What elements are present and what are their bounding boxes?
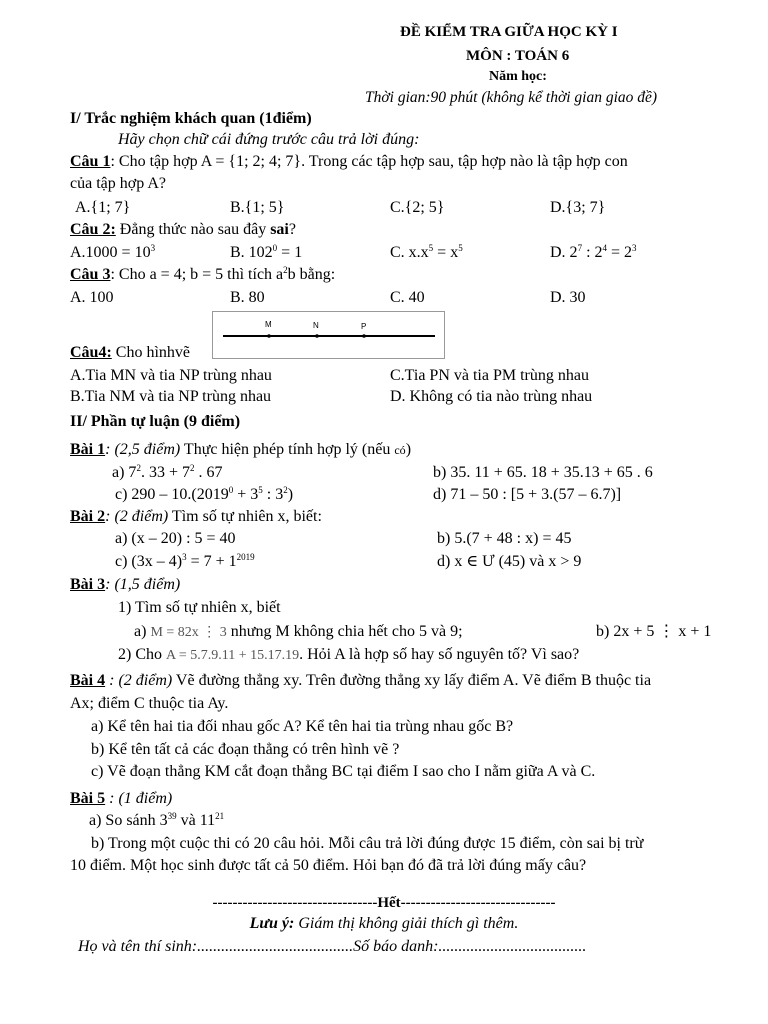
ray-figure <box>212 311 445 359</box>
label-m: M <box>265 320 272 329</box>
bai3-p1: 1) Tìm số tự nhiên x, biết <box>118 599 281 616</box>
bai5-label: Bài 5 <box>70 790 106 807</box>
bai1-a-text: a) 7 <box>112 464 137 481</box>
bai2-points: : (2 điểm) <box>105 508 169 525</box>
bai5-a-s2: 21 <box>215 811 225 821</box>
q2-option-b <box>230 243 302 263</box>
bai3-b: b) 2x + 5 ⋮ x + 1 <box>596 623 712 640</box>
label-n: N <box>313 321 319 330</box>
bai4-label: Bài 4 <box>70 672 106 689</box>
bai1-b: b) 35. 11 + 65. 18 + 35.13 + 65 . 6 <box>433 464 653 481</box>
q2-d-mid2: = 2 <box>607 244 633 261</box>
bai4-line2: Ax; điểm C thuộc tia Ay. <box>70 695 229 712</box>
point-m <box>267 334 271 338</box>
bai3-a <box>134 622 463 643</box>
bai5-a-text: a) So sánh <box>89 812 160 829</box>
bai5-b2: 10 điểm. Một học sinh được tất cả 50 điểm. Hỏi bạn đó đã trả lời đúng mấy câu? <box>70 857 587 874</box>
q3-text: : Cho a = 4; b = 5 thì tích a <box>110 266 284 283</box>
bai3-line <box>70 575 180 595</box>
bai2-d: d) x ∈ Ư (45) và x > 9 <box>437 553 582 570</box>
bai5-points: : (1 điểm) <box>105 790 173 807</box>
note <box>0 914 768 934</box>
bai2-c-text: c) (3x – 4) <box>115 553 183 570</box>
q4-line <box>70 343 190 363</box>
bai5-a-b1: 3 <box>159 812 168 829</box>
q1-option-c: C.{2; 5} <box>390 199 445 216</box>
q3-option-b: B. 80 <box>230 289 265 306</box>
q3-text-post: b bằng: <box>287 266 336 283</box>
point-n <box>315 334 319 338</box>
bai1-c-post: ) <box>287 486 294 503</box>
bai2-line <box>70 507 322 527</box>
q1-line2: của tập hợp A? <box>70 175 166 192</box>
bai1-c-mid2: : 3 <box>262 486 284 503</box>
label-p: P <box>361 322 367 331</box>
bai3-a-post: nhưng M không chia hết cho 5 và 9; <box>226 623 463 640</box>
bai3-a-text: a) <box>134 623 151 640</box>
q1-label: Câu 1 <box>70 153 111 170</box>
bai1-a-s2: 2 <box>189 463 195 473</box>
bai5-a-s1: 39 <box>167 811 177 821</box>
bai4-a: a) Kể tên hai tia đối nhau gốc A? Kể tên hai tia trùng nhau gốc B? <box>91 718 514 735</box>
q4-label: Câu4: <box>70 344 112 361</box>
note-label: Lưu ý: <box>249 915 295 932</box>
q2-d-text: D. 2 <box>550 244 578 261</box>
part1-heading: I/ Trắc nghiệm khách quan (1điểm) <box>70 110 312 127</box>
q4-option-b: B.Tia NM và tia NP trùng nhau <box>70 388 272 405</box>
bai5-a-mid: và <box>176 812 200 829</box>
q2-b-text: B. 102 <box>230 244 273 261</box>
q2-text: Đẳng thức nào sau đây <box>115 221 271 238</box>
ray-figure-svg <box>213 312 444 358</box>
bai1-c-s2: 5 <box>258 485 263 495</box>
subject: MÔN : TOÁN 6 <box>466 48 570 64</box>
bai3-p2 <box>118 645 579 666</box>
q3-option-c: C. 40 <box>390 289 425 306</box>
q3-option-d: D. 30 <box>550 289 586 306</box>
bai1-end: ) <box>405 441 412 458</box>
student-info: Họ và tên thí sinh:.......................................Số báo danh:..................................... <box>78 938 587 955</box>
q1-option-a: A.{1; 7} <box>75 199 131 216</box>
q2-b-post: = 1 <box>277 244 303 261</box>
bai1-text: Thực hiện phép tính hợp lý (nếu <box>180 441 395 458</box>
q1-line1 <box>70 152 628 172</box>
q2-line <box>70 220 296 240</box>
bai1-points: : (2,5 điểm) <box>105 441 181 458</box>
q2-end: ? <box>288 221 296 238</box>
q3-label: Câu 3 <box>70 266 111 283</box>
bai1-c-mid: + 3 <box>233 486 259 503</box>
part2-heading: II/ Phần tự luận (9 điểm) <box>70 413 241 430</box>
bai4-c: c) Vẽ đoạn thẳng KM cắt đoạn thẳng BC tại điểm I sao cho I nằm giữa A và C. <box>91 763 596 780</box>
q4-option-c: C.Tia PN và tia PM trùng nhau <box>390 367 589 384</box>
bai1-c-s3: 2 <box>283 485 288 495</box>
q4-option-a: A.Tia MN và tia NP trùng nhau <box>70 367 272 384</box>
q1-text: : Cho tập hợp A = {1; 2; 4; 7}. Trong các tập hợp sau, tập hợp nào là tập hợp con <box>110 153 628 170</box>
bai3-label: Bài 3 <box>70 576 106 593</box>
bai2-c-s2: 2019 <box>236 552 255 562</box>
bai2-a: a) (x – 20) : 5 = 40 <box>115 530 236 547</box>
q2-d-mid: : 2 <box>582 244 603 261</box>
bai4-points: : (2 điểm) <box>105 672 173 689</box>
bai3-points: : (1,5 điểm) <box>105 576 181 593</box>
bai1-small: có <box>394 443 406 457</box>
bai2-c <box>115 552 255 572</box>
end-marker: ---------------------------------Hết------------------------------- <box>212 895 556 911</box>
q2-option-c <box>390 243 463 263</box>
q2-label: Câu 2: <box>70 221 116 238</box>
bai2-c-s1: 3 <box>182 552 187 562</box>
bai4-text1: Vẽ đường thẳng xy. Trên đường thẳng xy lấy điểm A. Vẽ điểm B thuộc tia <box>172 672 652 689</box>
bai5-b1: b) Trong một cuộc thi có 20 câu hỏi. Mỗi câu trả lời đúng được 15 điểm, còn sai bị trừ <box>91 835 644 852</box>
q2-a-text: A.1000 = 10 <box>70 244 151 261</box>
bai1-line <box>70 440 411 460</box>
time-limit: Thời gian:90 phút (không kể thời gian giao đề) <box>365 89 658 106</box>
q3-sup: 2 <box>283 265 288 275</box>
bai1-label: Bài 1 <box>70 441 106 458</box>
bai1-c <box>115 485 293 505</box>
bai1-d: d) 71 – 50 : [5 + 3.(57 – 6.7)] <box>433 486 622 503</box>
q2-bold: sai <box>270 221 289 238</box>
q2-a-sup: 3 <box>150 243 156 253</box>
bai4-line1 <box>70 671 651 691</box>
bai2-label: Bài 2 <box>70 508 106 525</box>
q1-option-b: B.{1; 5} <box>230 199 285 216</box>
bai3-p2-post: . Hỏi A là hợp số hay số nguyên tố? Vì sao? <box>299 646 580 663</box>
bai2-c-mid: = 7 + 1 <box>186 553 237 570</box>
bai1-a-s1: 2 <box>136 463 141 473</box>
bai1-c-text: c) 290 – 10.(2019 <box>115 486 229 503</box>
bai5-line <box>70 789 172 809</box>
q2-option-d <box>550 243 637 263</box>
bai4-b: b) Kể tên tất cả các đoạn thẳng có trên hình vẽ ? <box>91 741 400 758</box>
q3-option-a: A. 100 <box>70 289 114 306</box>
bai2-b: b) 5.(7 + 48 : x) = 45 <box>437 530 572 547</box>
exam-title: ĐỀ KIỂM TRA GIỮA HỌC KỲ I <box>400 24 618 40</box>
q4-option-d: D. Không có tia nào trùng nhau <box>390 388 593 405</box>
q2-d-sup2: 4 <box>602 243 608 253</box>
q2-d-sup3: 3 <box>632 243 637 253</box>
q2-c-text: C. x.x <box>390 244 429 261</box>
q1-option-d: D.{3; 7} <box>550 199 606 216</box>
bai3-a-math: M = 82x ⋮ 3 <box>150 625 227 640</box>
q3-line <box>70 265 335 285</box>
q2-b-sup: 0 <box>272 243 278 253</box>
note-text: Giám thị không giải thích gì thêm. <box>294 915 519 932</box>
q2-c-sup2: 5 <box>458 243 463 253</box>
bai5-a <box>89 811 224 831</box>
bai3-p2-math: A = 5.7.9.11 + 15.17.19 <box>166 648 300 663</box>
bai3-p2-text: 2) Cho <box>118 646 166 663</box>
q2-c-post: = x <box>433 244 459 261</box>
q4-text: Cho hìnhvẽ <box>111 344 190 361</box>
bai1-c-s1: 0 <box>228 485 234 495</box>
q2-c-sup: 5 <box>428 243 434 253</box>
school-year: Năm học: <box>489 69 547 84</box>
bai5-a-b2: 11 <box>199 812 216 829</box>
bai1-a-post: . 67 <box>194 464 223 481</box>
q2-d-sup: 7 <box>577 243 583 253</box>
bai1-a-mid: . 33 + 7 <box>140 464 190 481</box>
q2-option-a <box>70 243 155 263</box>
bai1-a <box>112 463 222 483</box>
bai2-text: Tìm số tự nhiên x, biết: <box>168 508 322 525</box>
part1-instruction: Hãy chọn chữ cái đứng trước câu trả lời đúng: <box>118 131 420 148</box>
point-p <box>362 334 366 338</box>
